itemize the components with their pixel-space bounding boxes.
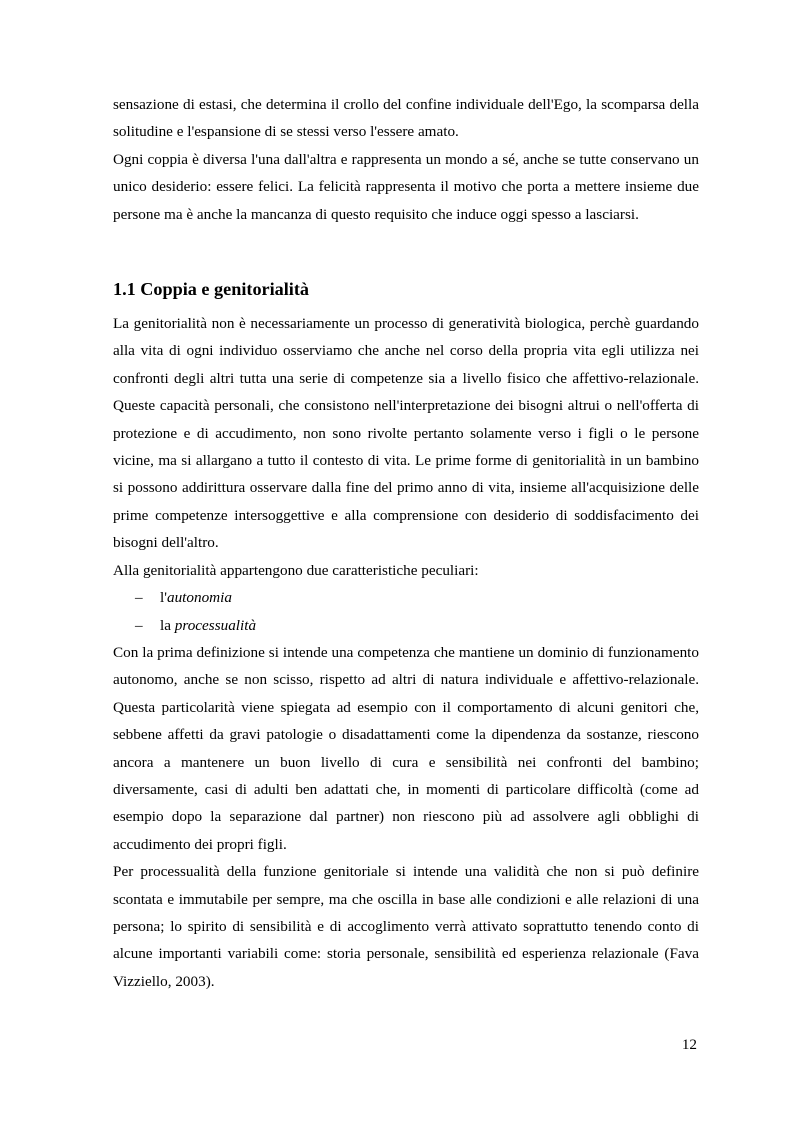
- list-item: [113, 612, 699, 639]
- list-item-term: processualità: [174, 616, 257, 634]
- list-item-term: autonomia: [166, 589, 232, 607]
- list-intro: Alla genitorialità appartengono due caratteristiche peculiari:: [113, 561, 479, 579]
- paragraph-genitorialita: La genitorialità non è necessariamente un processo di generatività biologica, perchè guardando alla vita di ogni individuo osserviamo che anche nel corso della propria vita egli utilizza nei confronti degli altri tutta una serie di competenze sia a livello fisico che affettivo-relazionale. Queste capacità personali, che consistono nell'interpretazione dei bisogni altrui o nell'offerta di protezione e di accudimento, non sono rivolte pertanto solamente verso i figli o le persone vicine, ma si allargano a tutto il contesto di vita. Le prime forme di genitorialità in un bambino si possono addirittura osservare dalla fine del primo anno di vita, insieme all'acquisizione delle prime competenze intersoggettive e alla comprensione con desiderio di soddisfacimento dei bisogni dell'altro.: [113, 315, 699, 552]
- list-item: [113, 584, 699, 611]
- list-item-prefix: la: [160, 616, 175, 634]
- section-heading: 1.1 Coppia e genitorialità: [113, 279, 310, 300]
- list-item-prefix: l': [160, 589, 167, 607]
- paragraph-continuation: sensazione di estasi, che determina il crollo del confine individuale dell'Ego, la scomparsa della solitudine e l'espansione di se stessi verso l'essere amato.: [113, 96, 699, 141]
- dash-bullet: –: [135, 589, 143, 607]
- characteristics-list: [113, 584, 699, 639]
- paragraph-coppia: Ogni coppia è diversa l'una dall'altra e rappresenta un mondo a sé, anche se tutte conservano un unico desiderio: essere felici. La felicità rappresenta il motivo che porta a mettere insieme due persone ma è anche la mancanza di questo requisito che induce oggi spesso a lasciarsi.: [113, 150, 699, 223]
- dash-bullet: –: [135, 616, 143, 634]
- document-page: [113, 91, 699, 995]
- page-number: 12: [681, 1036, 697, 1053]
- paragraph-autonomia: Con la prima definizione si intende una competenza che mantiene un dominio di funzionamento autonomo, anche se non scisso, rispetto ad altri di natura individuale e affettivo-relazionale. Questa particolarità viene spiegata ad esempio con il comportamento di alcuni genitori che, sebbene affetti da gravi patologie o disadattamenti come la dipendenza da sostanze, riescono ancora a mantenere un buon livello di cura e sensibilità nei confronti del bambino; diversamente, casi di adulti ben adattati che, in momenti di particolare difficoltà (come ad esempio dopo la separazione dal partner) non riescono più ad assolvere agli obblighi di accudimento dei propri figli.: [113, 643, 699, 853]
- paragraph-processualita: Per processualità della funzione genitoriale si intende una validità che non si può definire scontata e immutabile per sempre, ma che oscilla in base alle condizioni e alle relazioni di una persona; lo spirito di sensibilità e di accoglimento verrà attivato soprattutto tenendo conto di alcune importanti variabili come: storia personale, sensibilità ed esperienza relazionale (Fava Vizziello, 2003).: [113, 863, 699, 990]
